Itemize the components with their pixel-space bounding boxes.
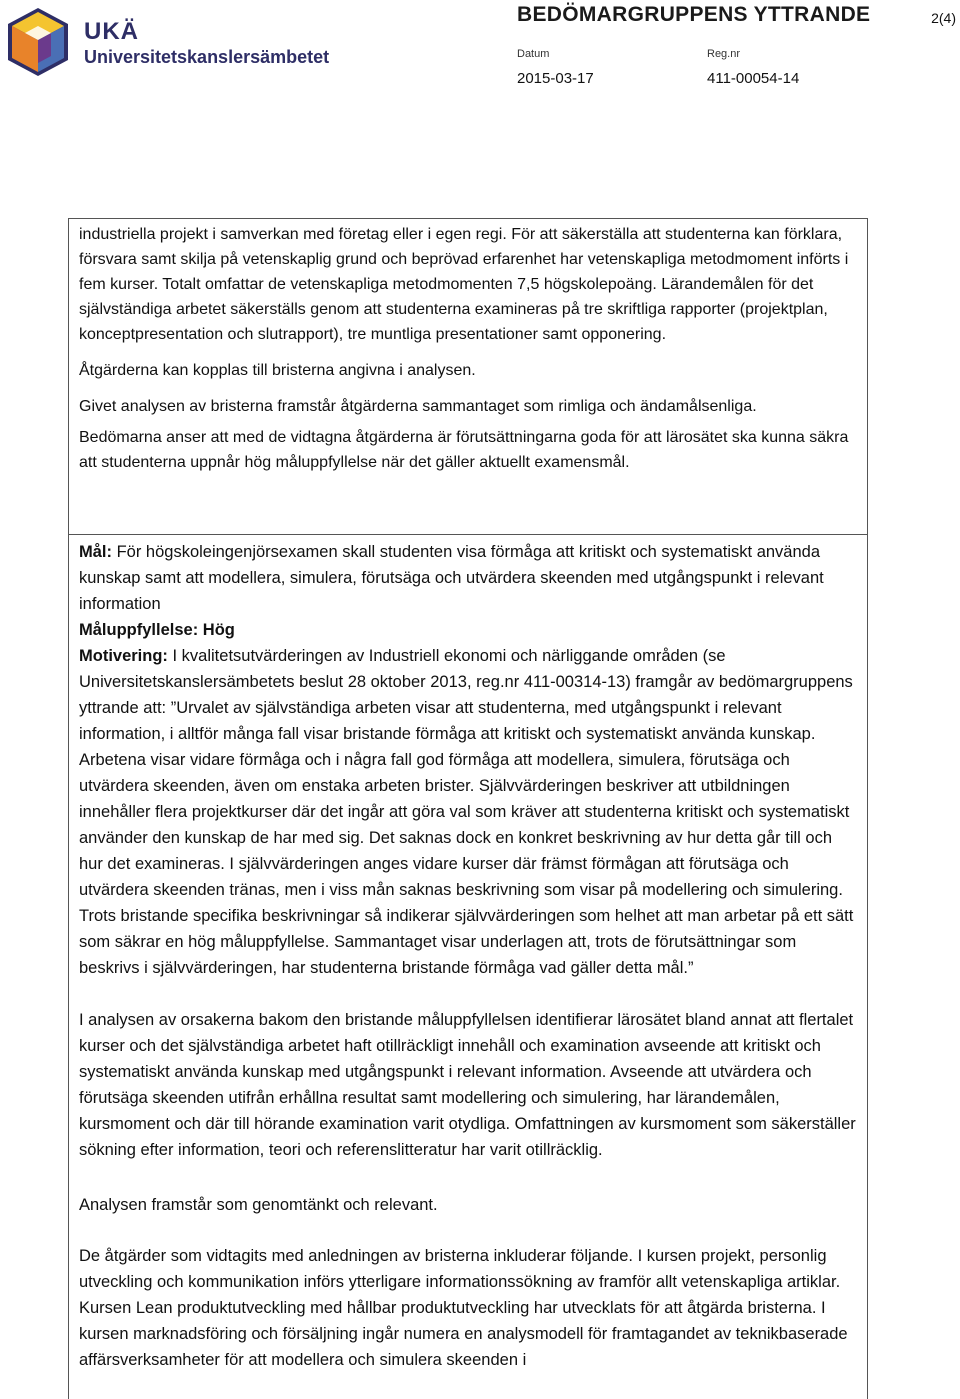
paragraph-assessment-conclusion: Bedömarna anser att med de vidtagna åtgärderna är förutsättningarna goda för att lärosätet ska kunna säkra att studenterna uppnår hög måluppfyllelse när det gäller aktuellt examensmål. <box>79 429 849 471</box>
paragraph-measures-link: Åtgärderna kan kopplas till bristerna angivna i analysen. <box>79 362 476 379</box>
assessment-box-1 <box>68 218 868 535</box>
assessment-box-2 <box>68 534 868 1399</box>
goal-fulfillment: Måluppfyllelse: Hög <box>79 621 235 639</box>
page-number: 2(4) <box>931 10 956 26</box>
date-value: 2015-03-17 <box>517 70 594 87</box>
paragraph-analysis: I analysen av orsakerna bakom den bristande måluppfyllelsen identifierar lärosätet bland annat att flertalet kurser och det självständiga arbetet haft otillräckligt innehåll och examination avseende att kritiskt och systematiskt använda kunskap med utgångspunkt i relevant information. Avseende att utvärdera och förutsäga skeenden utifrån erhållna resultat samt modellering och simulering, har lärandemålen, kursmoment och där till hörande examination varit otydliga. Omfattningen av kursmoment som säkerställer sökning efter information, teori och referenslitteratur har varit otillräcklig. <box>79 1011 856 1159</box>
paragraph-methods: industriella projekt i samverkan med företag eller i egen regi. För att säkerställa att studenterna kan förklara, försvara samt skilja på vetenskaplig grund och beprövad erfarenhet har vetenskapliga metodmoment införts i fem kurser. Totalt omfattar de vetenskapliga metodmomenten 7,5 högskolepoäng. Lärandemålen för det självständiga arbetet säkerställs genom att studenterna examineras på tre skriftliga rapporter (projektplan, konceptpresentation och slutrapport), tre muntliga presentationer samt opponering. <box>79 226 849 343</box>
paragraph-analysis-relevant: Analysen framstår som genomtänkt och relevant. <box>79 1196 438 1214</box>
document-type: BEDÖMARGRUPPENS YTTRANDE <box>517 3 871 26</box>
motivation-label: Motivering: <box>79 647 168 665</box>
paragraph-measures: De åtgärder som vidtagits med anledningen av bristerna inkluderar följande. I kursen projekt, personlig utveckling och kommunikation införs ytterligare informationssökning av framför allt vetenskapliga artiklar. Kursen Lean produktutveckling med hållbar produktutveckling har utvecklats för att åtgärda bristerna. I kursen marknadsföring och försäljning ingår numera en analysmodell för framtagandet av teknikbaserade affärsverksamheter för att modellera och simulera skeenden i <box>79 1247 848 1369</box>
logo-abbreviation: UKÄ <box>84 18 139 45</box>
reg-number-value: 411-00054-14 <box>707 70 800 87</box>
uka-logo <box>6 6 70 78</box>
goal-label: Mål: <box>79 543 112 561</box>
motivation-text: I kvalitetsutvärderingen av Industriell ekonomi och närliggande områden (se Universitetskanslersämbetets beslut 28 oktober 2013, reg.nr 411-00314-13) framgår av bedömargruppens yttrande att: ”Urvalet av självständiga arbeten visar att studenterna, med utgångspunkt i relevant information, i alltför många fall visar bristande förmåga att kritiskt och systematiskt använda kunskap. Arbetena visar vidare förmåga och i några fall god förmåga att modellera, simulera, förutsäga och utvärdera skeenden, även om enstaka arbeten brister. Självvärderingen beskriver att utbildningen innehåller flera projektkurser där det ingår att göra val som kräver att studenterna kritiskt och systematiskt använder den kunskap de har med sig. Det saknas dock en konkret beskrivning av hur detta går till och hur det examineras. I självvärderingen anges vidare kurser där främst förmågan att förutsäga och utvärdera skeenden tränas, men i viss mån saknas beskrivning som visar på modellering och simulering. Trots bristande specifika beskrivningar så indikerar självvärderingen som helhet att man arbetar på ett sätt som säkrar en hög måluppfyllelse. Sammantaget visar underlagen att, trots de förutsättningar som beskrivs i självvärderingen, har studenterna bristande förmåga vad gäller detta mål.” <box>79 647 854 977</box>
motivation-paragraph <box>79 643 857 981</box>
date-label: Datum <box>517 48 550 60</box>
logo-name: Universitetskanslersämbetet <box>84 47 330 67</box>
paragraph-measures-reasonable: Givet analysen av bristerna framstår åtgärderna sammantaget som rimliga och ändamålsenliga. <box>79 398 757 415</box>
logo-wordmark <box>84 20 329 68</box>
goal-paragraph <box>79 539 857 617</box>
reg-number-label: Reg.nr <box>707 48 741 60</box>
goal-text: För högskoleingenjörsexamen skall studenten visa förmåga att kritiskt och systematiskt använda kunskap samt att modellera, simulera, förutsäga och utvärdera skeenden med utgångspunkt i relevant information <box>79 543 824 613</box>
